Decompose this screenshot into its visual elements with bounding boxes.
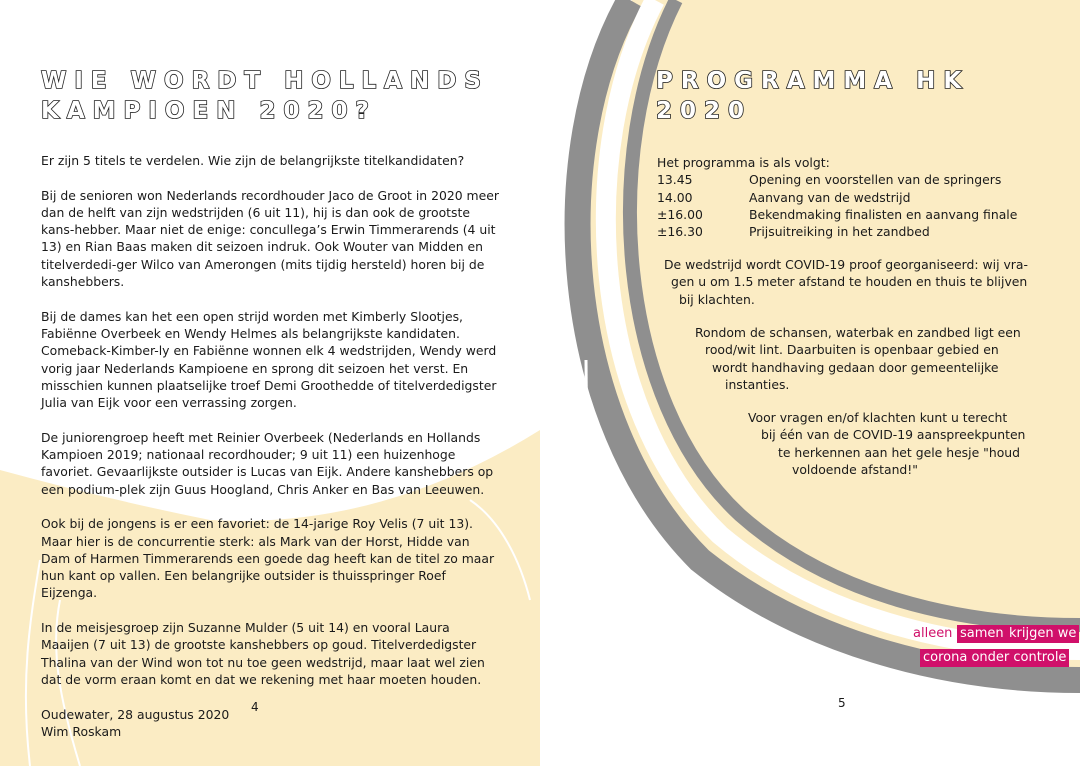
covid-line-1: De wedstrijd wordt COVID-19 proof georganiseerd: wij vra- — [664, 257, 1028, 272]
ladies-paragraph: Bij de dames kan het een open strijd worden met Kimberly Slootjes, Fabiënne Overbeek en Wendy Helmes als belangrijkste kandidaten. Comeback-Kimber-ly en Fabiënne wonnen elk 4 wedstrijden, Wendy werd vorig jaar Nederlands Kampioene en sprong dit seizoen het verst. En misschien kunnen plaatselijke troef Demi Groothedde of titelverdedigster Julia van Eijk voor een verrassing zorgen. — [41, 308, 497, 411]
girls-paragraph: In de meisjesgroep zijn Suzanne Mulder (5 uit 14) en vooral Laura Maaijen (7 uit 13) de grootste kanshebbers op goud. Titelverdedigster Thalina van der Wind won tot nu toe geen wedstrijd, maar laat wel zien dat de vorm eraan komt en dat we rekening met haar moeten houden. — [41, 620, 485, 687]
area-line-3: wordt handhaving gedaan door gemeentelijke — [712, 359, 999, 375]
schedule-row — [657, 171, 1057, 188]
schedule-time: ±16.00 — [657, 206, 703, 222]
schedule-event: Prijsuitreiking in het zandbed — [749, 224, 930, 240]
program-schedule — [657, 154, 1057, 240]
slogan-word-krijgen-we: krijgen we — [1006, 625, 1079, 643]
juniors-paragraph: De juniorengroep heeft met Reinier Overbeek (Nederlands en Hollands Kampioen 2019; nationaal recordhouder; 9 uit 11) een huizenhoge favoriet. Gevaarlijkste outsider is Lucas van Eijk. Andere kanshebbers op een podium-plek zijn Guus Hoogland, Chris Anker en Bas van Leeuwen. — [41, 429, 494, 497]
schedule-event: Aanvang van de wedstrijd — [749, 189, 911, 205]
left-page-title — [41, 66, 489, 126]
seniors-paragraph: Bij de senioren won Nederlands recordhouder Jaco de Groot in 2020 meer dan de helft van zijn wedstrijden (6 uit 11), hij is dan ook de grootste kans-hebber. Maar niet de enige: concullega’s Erwin Timmerarends (4 uit 13) en Rian Baas maken dit seizoen indruk. Ook Wouter van Midden en titelverdedi-ger Wilco van Amerongen (mits tijdig hersteld) horen bij de kanshebbers. — [41, 187, 499, 290]
contact-line-2: bij één van de COVID-19 aanspreekpunten — [761, 427, 1026, 443]
contact-line-4: voldoende afstand!" — [792, 461, 918, 477]
signature — [41, 706, 499, 741]
intro-paragraph: Er zijn 5 titels te verdelen. Wie zijn de belangrijkste titelkandidaten? — [41, 153, 465, 168]
covid-line-2: gen u om 1.5 meter afstand te houden en thuis te blijven — [671, 274, 1028, 290]
slogan-word-alleen: alleen — [913, 626, 953, 641]
right-page-title: PROGRAMMA HK 2020 — [656, 68, 970, 124]
covid-line-3: bij klachten. — [679, 291, 755, 307]
schedule-time: ±16.30 — [657, 224, 703, 240]
covid-notice — [664, 256, 1028, 308]
area-line-2: rood/wit lint. Daarbuiten is openbaar gebied en — [705, 342, 999, 358]
author: Wim Roskam — [41, 723, 122, 739]
schedule-time: 14.00 — [657, 189, 693, 205]
schedule-event: Bekendmaking finalisten en aanvang finale — [749, 206, 1018, 222]
schedule-row — [657, 206, 1057, 223]
boys-paragraph: Ook bij de jongens is er een favoriet: de 14-jarige Roy Velis (7 uit 13). Maar hier is de concurrentie sterk: als Mark van der Horst, Hidde van Dam of Harmen Timmerarends een goede dag heeft kan de titel zo maar hun kant op vallen. Een belangrijke outsider is thuisspringer Roef Eijzenga. — [41, 516, 495, 601]
page-number-right: 5 — [838, 696, 846, 710]
place-date: Oudewater, 28 augustus 2020 — [41, 706, 230, 722]
schedule-row — [657, 189, 1057, 206]
program-intro: Het programma is als volgt: — [657, 155, 830, 170]
contact-line-3: te herkennen aan het gele hesje "houd — [778, 444, 1020, 460]
area-line-4: instanties. — [725, 376, 790, 392]
article-body — [41, 152, 499, 740]
schedule-row — [657, 223, 1057, 240]
schedule-time: 13.45 — [657, 172, 693, 188]
right-page — [540, 0, 1080, 766]
area-line-1: Rondom de schansen, waterbak en zandbed ligt een — [695, 325, 1021, 340]
page-number-left: 4 — [251, 700, 259, 714]
slogan-line-corona: corona onder controle — [920, 649, 1069, 667]
area-notice — [695, 324, 1021, 393]
contact-notice — [748, 409, 1025, 478]
title-line-2: KAMPIOEN 2020? — [41, 98, 377, 124]
contact-line-1: Voor vragen en/of klachten kunt u terecht — [748, 410, 1008, 425]
title-line-1: WIE WORDT HOLLANDS — [41, 68, 489, 94]
slogan-word-samen: samen — [957, 625, 1007, 643]
schedule-event: Opening en voorstellen van de springers — [749, 172, 1002, 188]
